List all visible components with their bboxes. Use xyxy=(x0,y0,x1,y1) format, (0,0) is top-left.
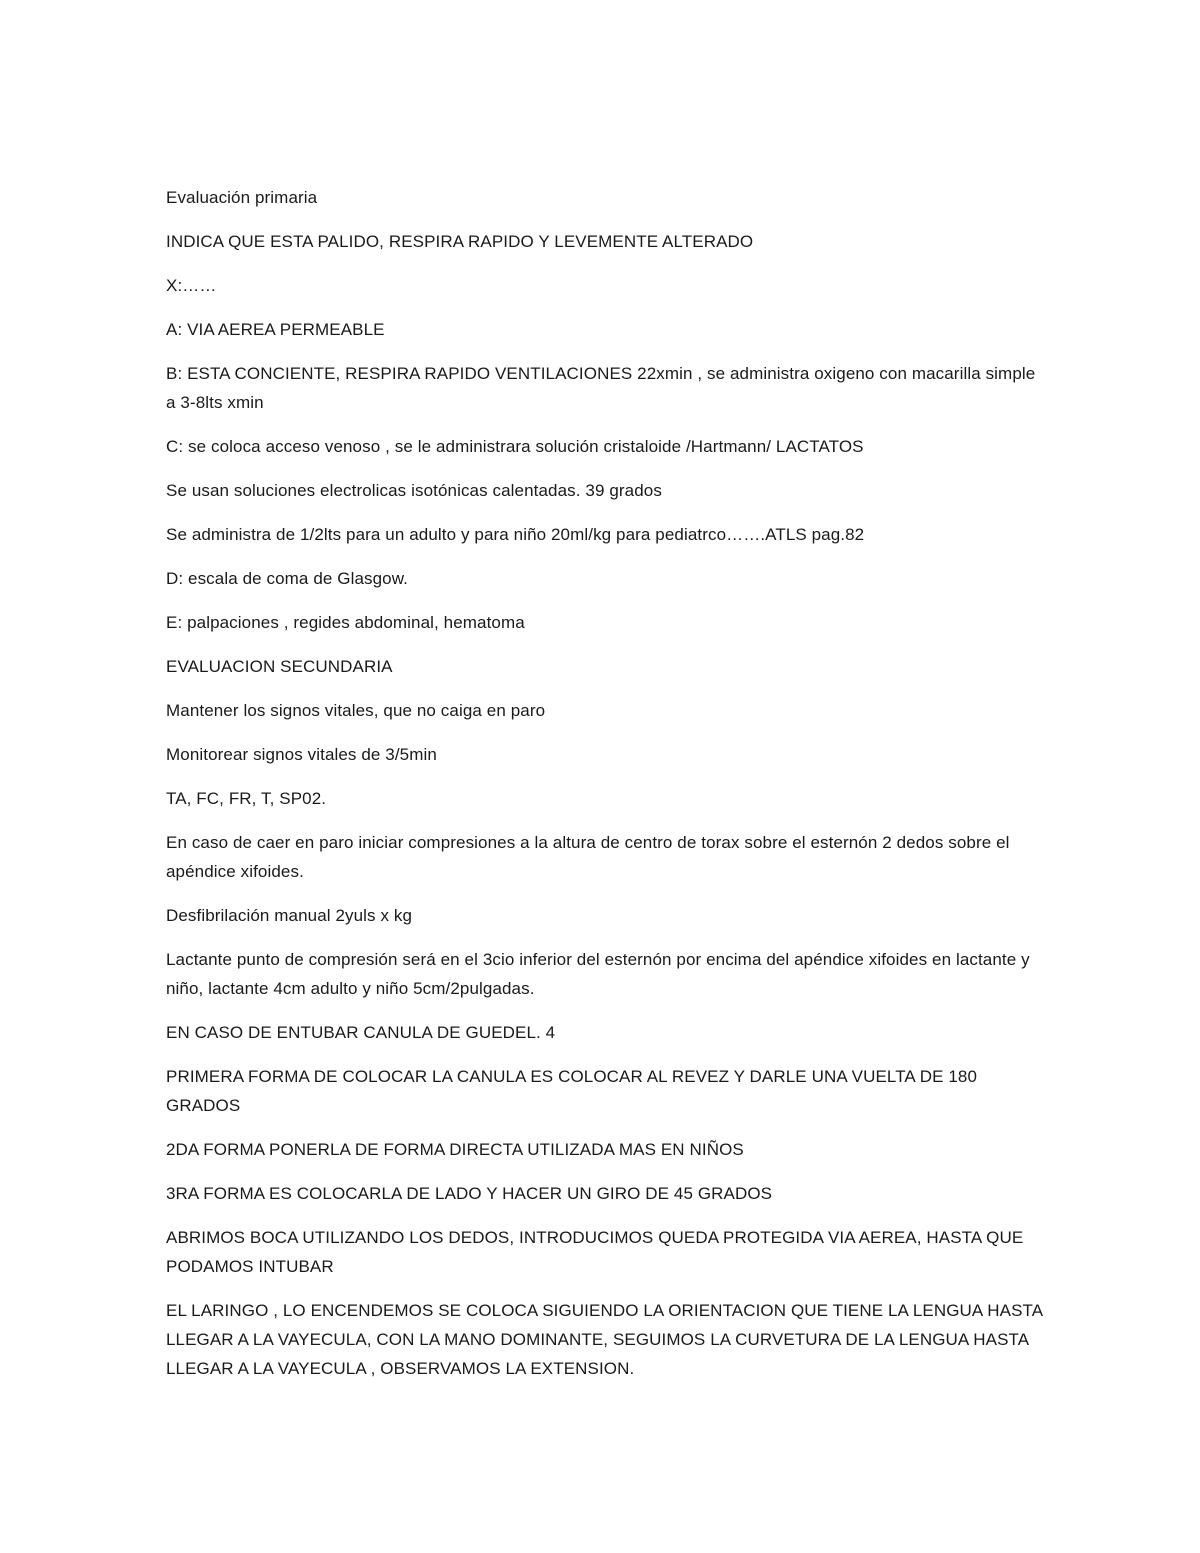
paragraph-signos: TA, FC, FR, T, SP02. xyxy=(166,789,327,808)
paragraph-primera-forma: PRIMERA FORMA DE COLOCAR LA CANULA ES COLOCAR AL REVEZ Y DARLE UNA VUELTA DE 180 GRADOS xyxy=(166,1067,978,1115)
paragraph-compresiones: En caso de caer en paro iniciar compresiones a la altura de centro de torax sobre el esternón 2 dedos sobre el apéndice xifoides. xyxy=(166,833,1010,881)
paragraph-c: C: se coloca acceso venoso , se le administrara solución cristaloide /Hartmann/ LACTATOS xyxy=(166,437,864,456)
paragraph-e: E: palpaciones , regides abdominal, hematoma xyxy=(166,613,525,632)
paragraph-abrimos-boca: ABRIMOS BOCA UTILIZANDO LOS DEDOS, INTRODUCIMOS QUEDA PROTEGIDA VIA AEREA, HASTA QUE PODAMOS INTUBAR xyxy=(166,1228,1024,1276)
document-body xyxy=(166,183,1046,1398)
paragraph-d: D: escala de coma de Glasgow. xyxy=(166,569,408,588)
paragraph-evaluacion-secundaria: EVALUACION SECUNDARIA xyxy=(166,657,393,676)
paragraph-evaluacion-primaria: Evaluación primaria xyxy=(166,188,318,207)
paragraph-soluciones: Se usan soluciones electrolicas isotónicas calentadas. 39 grados xyxy=(166,481,662,500)
paragraph-monitorear: Monitorear signos vitales de 3/5min xyxy=(166,745,437,764)
paragraph-tercera-forma: 3RA FORMA ES COLOCARLA DE LADO Y HACER UN GIRO DE 45 GRADOS xyxy=(166,1184,773,1203)
paragraph-laringo: EL LARINGO , LO ENCENDEMOS SE COLOCA SIGUIENDO LA ORIENTACION QUE TIENE LA LENGUA HASTA LLEGAR A LA VAYECULA, CON LA MANO DOMINANTE, SEGUIMOS LA CURVETURA DE LA LENGUA HASTA LLEGAR A LA VAYECULA , OBSERVAMOS LA EXTENSION. xyxy=(166,1301,1043,1378)
paragraph-entubar: EN CASO DE ENTUBAR CANULA DE GUEDEL. 4 xyxy=(166,1023,556,1042)
paragraph-desfibrilacion: Desfibrilación manual 2yuls x kg xyxy=(166,906,413,925)
paragraph-a: A: VIA AEREA PERMEABLE xyxy=(166,320,385,339)
paragraph-segunda-forma: 2DA FORMA PONERLA DE FORMA DIRECTA UTILIZADA MAS EN NIÑOS xyxy=(166,1140,744,1159)
paragraph-b: B: ESTA CONCIENTE, RESPIRA RAPIDO VENTILACIONES 22xmin , se administra oxigeno con macarilla simple a 3-8lts xmin xyxy=(166,364,1036,412)
paragraph-mantener: Mantener los signos vitales, que no caiga en paro xyxy=(166,701,546,720)
paragraph-lactante: Lactante punto de compresión será en el 3cio inferior del esternón por encima del apéndice xifoides en lactante y niño, lactante 4cm adulto y niño 5cm/2pulgadas. xyxy=(166,950,1030,998)
paragraph-x: X:…… xyxy=(166,276,217,295)
paragraph-indica: INDICA QUE ESTA PALIDO, RESPIRA RAPIDO Y LEVEMENTE ALTERADO xyxy=(166,232,754,251)
paragraph-administra: Se administra de 1/2lts para un adulto y para niño 20ml/kg para pediatrco…….ATLS pag.82 xyxy=(166,525,865,544)
